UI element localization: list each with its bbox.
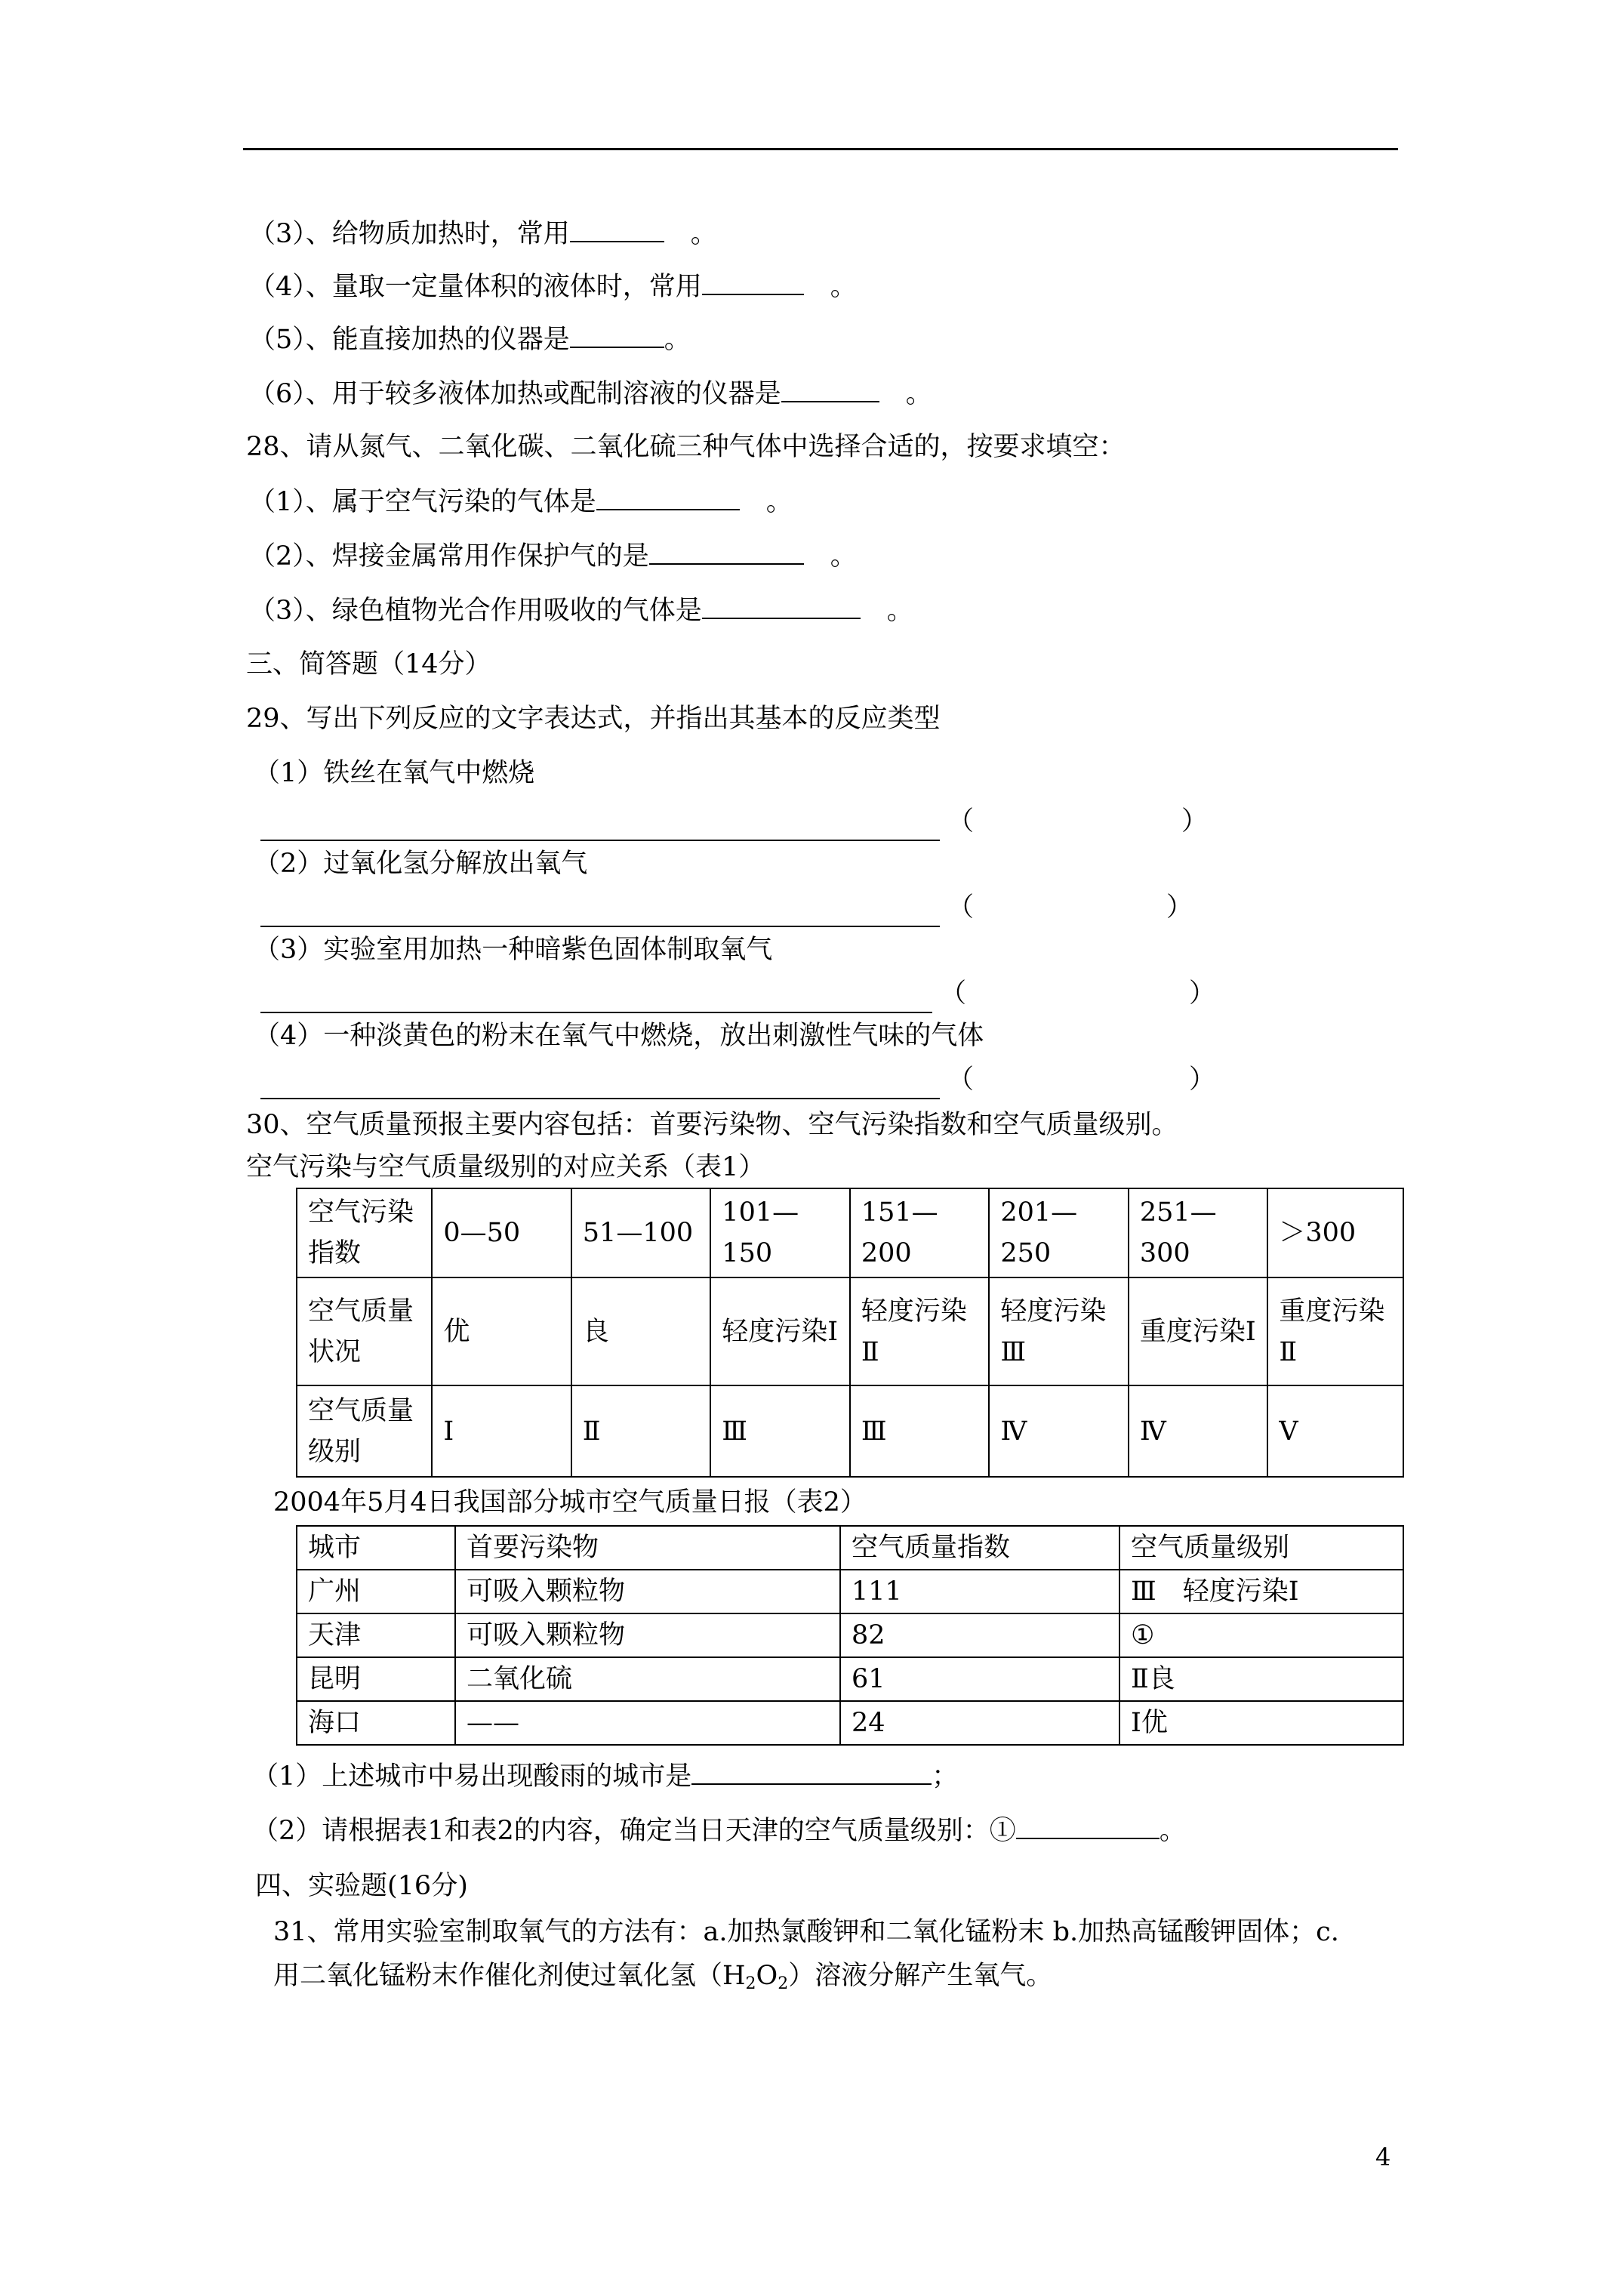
q28-item3: [249, 592, 913, 629]
answer-blank[interactable]: [781, 375, 879, 402]
q30-sub2: [252, 1812, 1186, 1849]
end-mark: ；: [932, 1761, 959, 1792]
answer-blank[interactable]: [570, 321, 664, 348]
paren-close: ）: [1189, 1065, 1216, 1095]
paren-open: （: [947, 892, 975, 923]
q31-text: O: [756, 1961, 778, 1991]
table-cell: 轻度污染Ⅱ: [850, 1277, 990, 1385]
q27-item5-text: （5）、能直接加热的仪器是: [249, 325, 570, 355]
table-cell: 101—150: [710, 1188, 850, 1277]
subscript: 2: [778, 1974, 789, 1993]
q28-item2-text: （2）、焊接金属常用作保护气的是: [249, 541, 649, 572]
column-header: 城市: [297, 1526, 455, 1570]
q29-item1: （1）铁丝在氧气中燃烧: [254, 758, 535, 788]
table-row: [297, 1188, 1403, 1277]
q27-item3-text: （3）、给物质加热时，常用: [249, 219, 570, 249]
end-mark: 。: [1159, 1816, 1186, 1846]
answer-line[interactable]: [260, 1098, 940, 1099]
table-cell: 轻度污染Ⅰ: [710, 1277, 850, 1385]
q28-item2: [249, 538, 857, 575]
table-cell: 111: [840, 1570, 1119, 1613]
table-cell: 82: [840, 1613, 1119, 1657]
header-rule: [243, 148, 1398, 150]
table2-caption: 2004年5月4日我国部分城市空气质量日报（表2）: [273, 1487, 867, 1518]
q27-item3: [249, 215, 717, 252]
q27-item6-text: （6）、用于较多液体加热或配制溶液的仪器是: [249, 379, 781, 409]
column-header: 首要污染物: [455, 1526, 840, 1570]
q30-sub1-text: （1）上述城市中易出现酸雨的城市是: [252, 1761, 692, 1792]
table-cell: Ⅳ: [1129, 1385, 1268, 1477]
column-header: 空气质量指数: [840, 1526, 1119, 1570]
q29-stem: 29、写出下列反应的文字表达式，并指出其基本的反应类型: [246, 704, 941, 734]
answer-blank[interactable]: [691, 1758, 932, 1785]
q27-item4-text: （4）、量取一定量体积的液体时，常用: [249, 272, 702, 302]
table-cell: Ⅲ: [850, 1385, 990, 1477]
column-header: 空气质量级别: [1119, 1526, 1403, 1570]
q31-line2: [273, 1958, 1052, 2002]
table-cell: 重度污染Ⅱ: [1267, 1277, 1403, 1385]
row-header: 空气污染指数: [297, 1188, 432, 1277]
q31-line1: 31、常用实验室制取氧气的方法有：a.加热氯酸钾和二氧化锰粉末 b.加热高锰酸钾固体；c.: [273, 1917, 1339, 1947]
table-cell: 昆明: [297, 1657, 455, 1701]
q28-item1-text: （1）、属于空气污染的气体是: [249, 487, 596, 517]
q27-item6: [249, 375, 932, 412]
table-cell: 可吸入颗粒物: [455, 1570, 840, 1613]
table-cell: 61: [840, 1657, 1119, 1701]
table-cell: 优: [432, 1277, 571, 1385]
paren-open: （: [940, 978, 967, 1009]
q30-sub1: [252, 1758, 958, 1795]
table-cell: 重度污染Ⅰ: [1129, 1277, 1268, 1385]
table-cell: 天津: [297, 1613, 455, 1657]
table-cell: 251—300: [1129, 1188, 1268, 1277]
q28-item1: [249, 483, 793, 520]
paren-open: （: [947, 806, 975, 837]
section3-title: 三、简答题（14分）: [246, 649, 491, 680]
q29-item4: （4）一种淡黄色的粉末在氧气中燃烧，放出刺激性气味的气体: [254, 1021, 984, 1051]
answer-blank[interactable]: [570, 215, 664, 242]
table-cell: Ⅴ: [1267, 1385, 1403, 1477]
table-cell: Ⅳ: [989, 1385, 1129, 1477]
table2: [296, 1525, 1404, 1746]
end-mark: 。: [664, 325, 691, 355]
table-cell: Ⅰ: [432, 1385, 571, 1477]
answer-blank[interactable]: [649, 538, 804, 565]
table-cell: Ⅲ 轻度污染Ⅰ: [1119, 1570, 1403, 1613]
section4-title: 四、实验题(16分): [255, 1871, 468, 1901]
table1-caption: 空气污染与空气质量级别的对应关系（表1）: [246, 1152, 765, 1182]
table-row: [297, 1657, 1403, 1701]
table-cell: Ⅲ: [710, 1385, 850, 1477]
table-cell: 0—50: [432, 1188, 571, 1277]
q31-text: ）溶液分解产生氧气。: [788, 1961, 1053, 1991]
answer-line[interactable]: [260, 1012, 932, 1013]
q27-item5: [249, 321, 691, 358]
paren-close: ）: [1189, 978, 1216, 1009]
q30-sub2-text: （2）请根据表1和表2的内容，确定当日天津的空气质量级别：①: [252, 1816, 1016, 1846]
table-cell: 可吸入颗粒物: [455, 1613, 840, 1657]
table-cell: ——: [455, 1701, 840, 1745]
q28-item3-text: （3）、绿色植物光合作用吸收的气体是: [249, 596, 702, 626]
end-mark: 。: [830, 541, 857, 572]
end-mark: 。: [886, 596, 913, 626]
table-cell: 201—250: [989, 1188, 1129, 1277]
end-mark: 。: [905, 379, 932, 409]
paren-close: ）: [1166, 892, 1193, 923]
table-cell: 广州: [297, 1570, 455, 1613]
table-cell: Ⅱ: [571, 1385, 711, 1477]
table-cell: ＞300: [1267, 1188, 1403, 1277]
q31-text: 用二氧化锰粉末作催化剂使过氧化氢（H: [273, 1961, 746, 1991]
table-cell: 151—200: [850, 1188, 990, 1277]
end-mark: 。: [830, 272, 857, 302]
q27-item4: [249, 268, 857, 305]
table-row: [297, 1385, 1403, 1477]
row-header: 空气质量状况: [297, 1277, 432, 1385]
page-number: 4: [1375, 2143, 1391, 2171]
table-cell: Ⅱ良: [1119, 1657, 1403, 1701]
table-cell: ①: [1119, 1613, 1403, 1657]
end-mark: 。: [690, 219, 717, 249]
table-cell: 良: [571, 1277, 711, 1385]
paren-open: （: [947, 1065, 975, 1095]
table-cell: Ⅰ优: [1119, 1701, 1403, 1745]
table-row: [297, 1701, 1403, 1745]
table-row: [297, 1613, 1403, 1657]
row-header: 空气质量级别: [297, 1385, 432, 1477]
table-cell: 轻度污染Ⅲ: [989, 1277, 1129, 1385]
paren-close: ）: [1181, 806, 1209, 837]
answer-blank[interactable]: [596, 483, 740, 510]
answer-blank[interactable]: [702, 592, 861, 619]
subscript: 2: [745, 1974, 756, 1993]
q29-item3: （3）实验室用加热一种暗紫色固体制取氧气: [254, 935, 773, 965]
answer-line[interactable]: [260, 926, 940, 927]
table-cell: 51—100: [571, 1188, 711, 1277]
q30-stem: 30、空气质量预报主要内容包括：首要污染物、空气污染指数和空气质量级别。: [246, 1110, 1178, 1140]
table-header-row: [297, 1526, 1403, 1570]
table-cell: 二氧化硫: [455, 1657, 840, 1701]
answer-blank[interactable]: [1016, 1812, 1160, 1839]
answer-line[interactable]: [260, 840, 940, 841]
end-mark: 。: [765, 487, 793, 517]
table-cell: 海口: [297, 1701, 455, 1745]
q28-stem: 28、请从氮气、二氧化碳、二氧化硫三种气体中选择合适的，按要求填空：: [246, 432, 1126, 462]
table-row: [297, 1277, 1403, 1385]
answer-blank[interactable]: [702, 268, 804, 295]
table-cell: 24: [840, 1701, 1119, 1745]
table-row: [297, 1570, 1403, 1613]
q29-item2: （2）过氧化氢分解放出氧气: [254, 849, 588, 879]
table1: [296, 1188, 1404, 1478]
